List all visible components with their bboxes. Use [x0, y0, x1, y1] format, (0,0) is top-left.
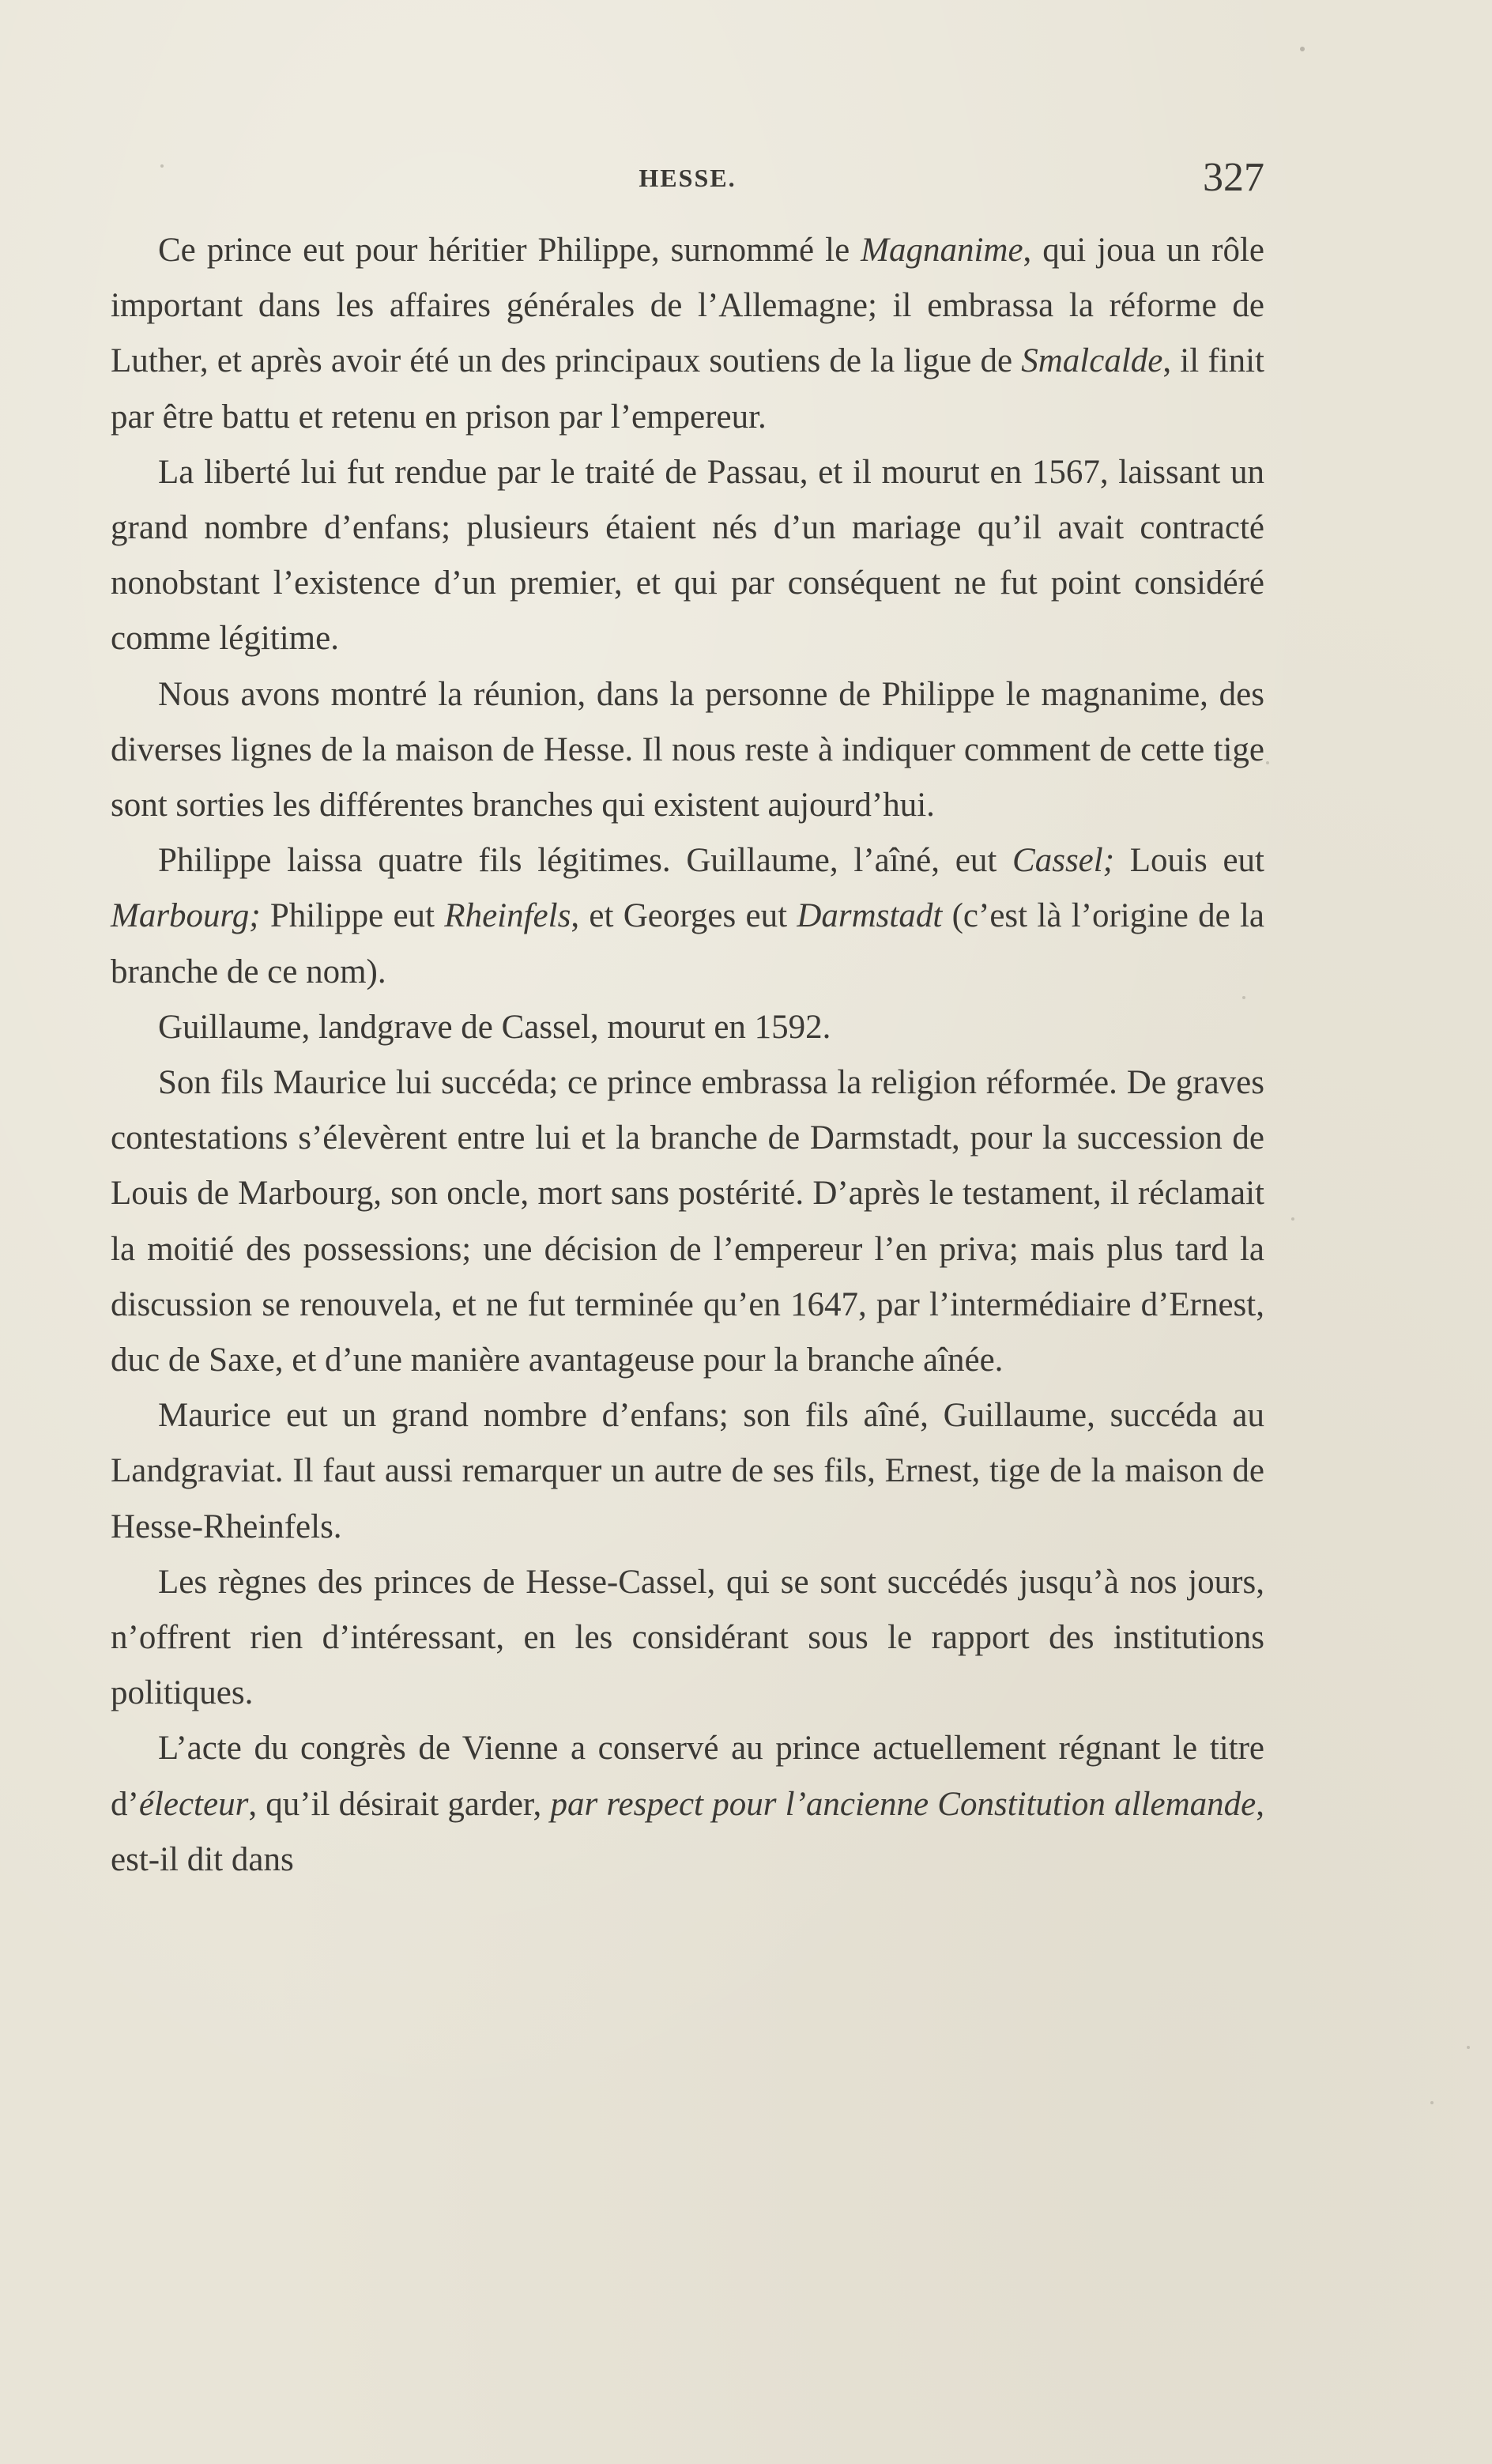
italic-text: Cassel;	[1012, 842, 1115, 880]
italic-text: par respect pour l’ancienne Constitution allemande	[550, 1785, 1257, 1823]
text-run: Son fils Maurice lui succéda; ce prince embrassa la religion réformée. De graves contestations s’élevèrent entre lui et la branche de Darmstadt, pour la succession de Louis de Marbourg, son oncle, mort sans postérité. D’après le testament, il réclamait la moitié des possessions; une décision de l’empereur l’en priva; mais plus tard la discussion se renouvela, et ne fut terminée qu’en 1647, par l’intermédiaire d’Ernest, duc de Saxe, et d’une manière avantageuse pour la branche aînée.	[111, 1064, 1264, 1379]
text-run: (c’est là l’origine de la branche de ce nom).	[111, 897, 1264, 991]
italic-text: Magnanime	[861, 232, 1023, 269]
paragraph	[111, 1555, 1264, 1722]
italic-text: Marbourg;	[111, 897, 261, 935]
body-text	[111, 223, 1264, 1888]
italic-text: Rheinfels	[444, 897, 571, 935]
paragraph	[111, 833, 1264, 1000]
italic-text: électeur	[138, 1785, 249, 1823]
paragraph	[111, 1721, 1264, 1888]
text-run: Guillaume, landgrave de Cassel, mourut en 1592.	[158, 1008, 831, 1046]
text-run: Philippe eut	[260, 897, 445, 935]
text-run: , est-il dit dans	[111, 1785, 1265, 1878]
text-run: Maurice eut un grand nombre d’enfans; son fils aîné, Guillaume, succéda au Landgraviat. Il faut aussi remarquer un autre de ses fils, Ernest, tige de la maison de Hesse-Rheinfels.	[111, 1397, 1264, 1545]
running-title: HESSE.	[639, 164, 737, 192]
text-run: La liberté lui fut rendue par le traité de Passau, et il mourut en 1567, laissant un grand nombre d’enfans; plusieurs étaient nés d’un mariage qu’il avait contracté nonobstant l’existence d’un premier, et qui par conséquent ne fut point considéré comme légitime.	[111, 453, 1264, 658]
paragraph	[111, 1388, 1264, 1555]
text-run: , qu’il désirait garder,	[248, 1785, 551, 1823]
text-run: , et Georges eut	[571, 897, 797, 935]
page-number: 327	[1203, 155, 1264, 200]
text-run: Louis eut	[1114, 842, 1264, 880]
paragraph	[111, 445, 1264, 667]
paragraph	[111, 1000, 1264, 1055]
text-run: L’acte du congrès de Vienne a conservé au prince actuellement régnant le titre d’	[111, 1730, 1264, 1823]
text-run: Philippe laissa quatre fils légitimes. Guillaume, l’aîné, eut	[158, 842, 1013, 880]
text-run: , qui joua un rôle important dans les affaires générales de l’Allemagne; il embrassa la réforme de Luther, et après avoir été un des principaux soutiens de la ligue de	[111, 232, 1264, 380]
paragraph	[111, 223, 1264, 445]
text-run: Nous avons montré la réunion, dans la personne de Philippe le magnanime, des diverses lignes de la maison de Hesse. Il nous reste à indiquer comment de cette tige sont sorties les différentes branches qui existent aujourd’hui.	[111, 675, 1264, 824]
paragraph	[111, 1055, 1264, 1388]
text-run: Ce prince eut pour héritier Philippe, surnommé le	[158, 232, 861, 269]
italic-text: Darmstadt	[797, 897, 943, 935]
text-run: , il finit par être battu et retenu en prison par l’empereur.	[111, 342, 1264, 436]
paragraph	[111, 667, 1264, 834]
italic-text: Smalcalde	[1021, 342, 1163, 380]
text-run: Les règnes des princes de Hesse-Cassel, qui se sont succédés jusqu’à nos jours, n’offrent rien d’intéressant, en les considérant sous le rapport des institutions politiques.	[111, 1563, 1264, 1712]
running-head	[111, 154, 1264, 217]
